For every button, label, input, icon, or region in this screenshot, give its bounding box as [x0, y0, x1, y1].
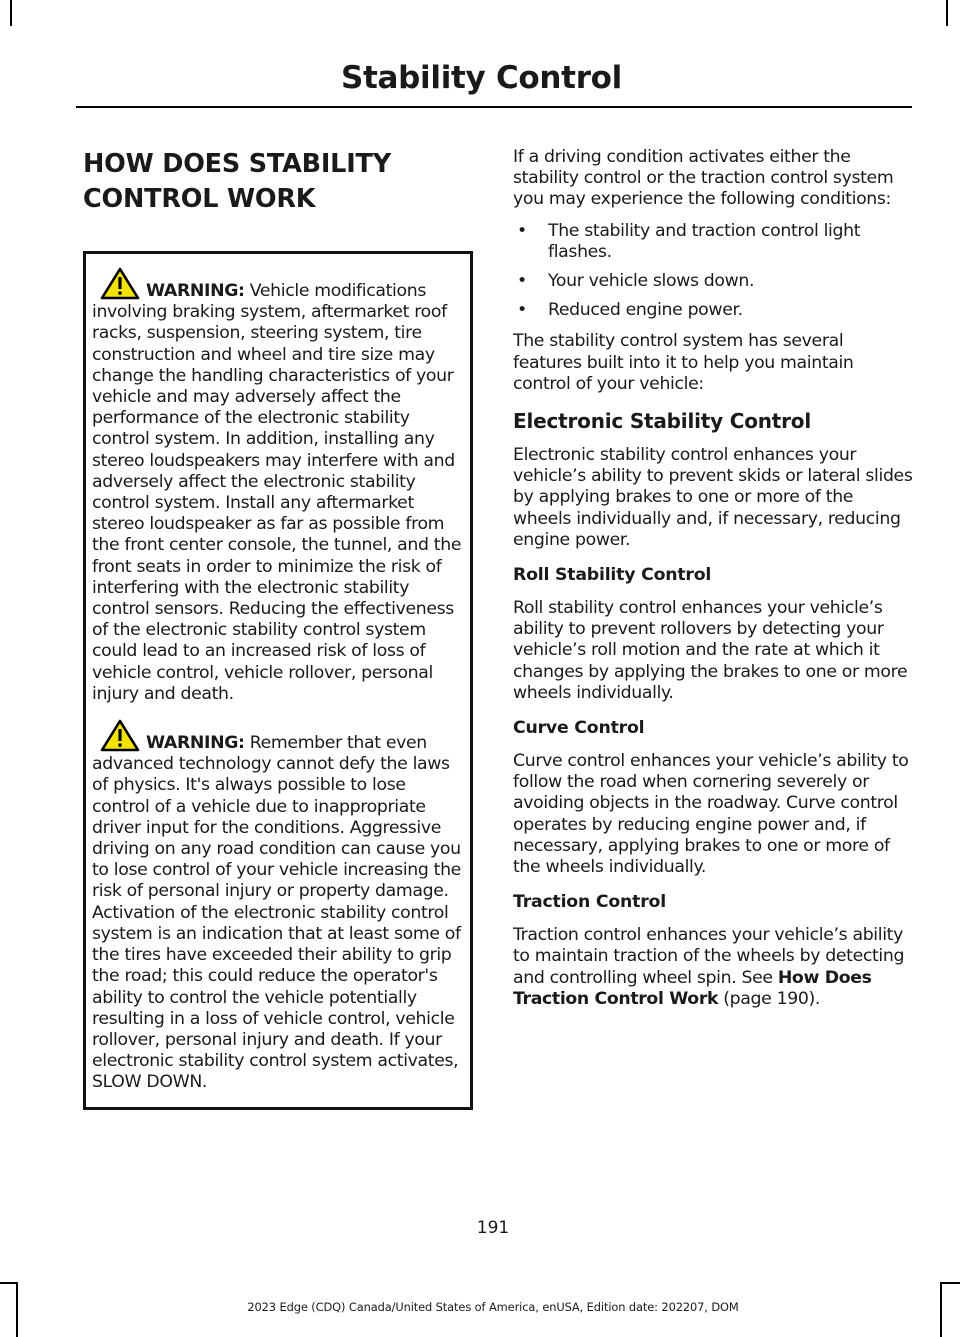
section-title-line1: HOW DOES STABILITY [83, 149, 391, 179]
curve-control-heading: Curve Control [513, 718, 645, 739]
esc-heading: Electronic Stability Control [513, 409, 811, 434]
right-column [513, 147, 913, 1020]
curve-control-paragraph: Curve control enhances your vehicle’s ability to follow the road when cornering severely or avoiding objects in the roadway. Curve control operates by reducing engine power and, if necessary, applying brakes to one or more of the wheels individually. [513, 751, 909, 878]
list-item: • The stability and traction control light flashes. [513, 221, 913, 263]
section-title-line2: CONTROL WORK [83, 184, 316, 214]
page-footer: 2023 Edge (CDQ) Canada/United States of America, enUSA, Edition date: 202207, DOM [247, 1300, 739, 1314]
intro-paragraph: If a driving condition activates either the stability control or the traction control system you may experience the following conditions: [513, 147, 894, 210]
esc-paragraph: Electronic stability control enhances your vehicle’s ability to prevent skids or lateral slides by applying brakes to one or more of the wheels individually and, if necessary, reducing engine power. [513, 445, 913, 550]
warning-text: Remember that even advanced technology cannot defy the laws of physics. It's always possible to lose control of a vehicle due to inappropriate driver input for the conditions. Aggressive driving on any road condition can cause you to lose control of your vehicle increasing the risk of personal injury or property damage. Activation of the electronic stability control system is an indication that at least some of the tires have exceeded their ability to grip the road; this could reduce the operator's ability to control the vehicle potentially resulting in a loss of vehicle control, vehicle rollover, personal injury and death. If your electronic stability control system activates, SLOW DOWN. [92, 733, 461, 1093]
conditions-list [513, 221, 913, 322]
header-divider [76, 106, 912, 108]
section-title [83, 147, 475, 217]
traction-control-paragraph [513, 925, 913, 1010]
traction-control-text: Traction control enhances your vehicle’s ability to maintain traction of the wheels by detecting and controlling wheel spin. See [513, 925, 905, 988]
traction-control-page-ref: (page 190). [718, 988, 821, 1009]
rsc-paragraph: Roll stability control enhances your vehicle’s ability to prevent rollovers by detecting your vehicle’s roll motion and the rate at which it changes by applying the brakes to one or more wheels individually. [513, 598, 908, 703]
traction-control-cross-reference-link[interactable]: How Does Traction Control Work [513, 967, 872, 1009]
crop-mark [10, 0, 12, 26]
left-column [83, 147, 475, 1110]
warning-paragraph [92, 719, 462, 1093]
list-item: • Reduced engine power. [513, 300, 913, 321]
warning-label: WARNING: [146, 733, 245, 754]
rsc-heading: Roll Stability Control [513, 565, 712, 586]
page-header-title: Stability Control [341, 60, 622, 96]
warning-triangle-icon [100, 719, 140, 752]
page-number: 191 [476, 1218, 510, 1238]
warning-label: WARNING: [146, 281, 245, 301]
crop-mark [940, 1282, 960, 1284]
warning-box [83, 251, 473, 1110]
warning-triangle-icon [100, 267, 140, 300]
crop-mark [946, 0, 948, 26]
warning-text: Vehicle modifications involving braking system, aftermarket roof racks, suspension, steering system, tire construction and wheel and tire size may change the handling characteristics of your vehicle and may adversely affect the performance of the electronic stability control system. In addition, installing any stereo loudspeakers may interfere with and adversely affect the electronic stability control system. Install any aftermarket stereo loudspeaker as far as possible from the front center console, the tunnel, and the front seats in order to minimize the risk of interfering with the electronic stability control sensors. Reducing the effectiveness of the electronic stability control system could lead to an increased risk of loss of vehicle control, vehicle rollover, personal injury and death. [92, 281, 462, 704]
warning-paragraph [92, 267, 462, 705]
traction-control-heading: Traction Control [513, 892, 666, 913]
features-intro-paragraph: The stability control system has several features built into it to help you maintain control of your vehicle: [513, 331, 854, 394]
list-item: • Your vehicle slows down. [513, 271, 913, 292]
